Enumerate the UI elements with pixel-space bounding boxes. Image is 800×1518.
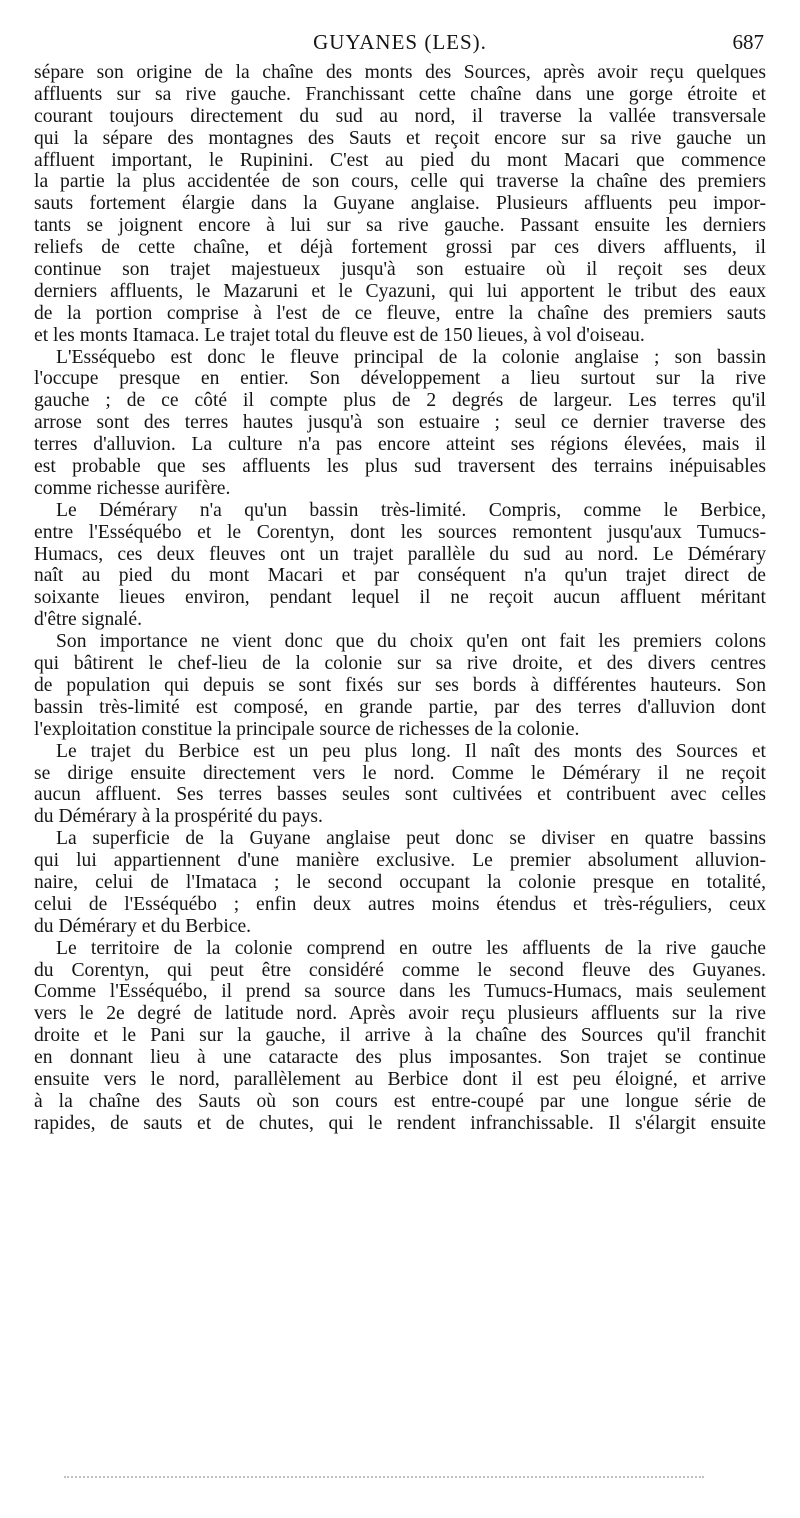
text-line: de population qui depuis se sont fixés sur ses bords à différentes hauteurs. Son [34, 674, 766, 696]
text-line: Le Démérary n'a qu'un bassin très-limité. Compris, comme le Berbice, [56, 499, 766, 521]
text-line: qui la sépare des montagnes des Sauts et reçoit encore sur sa rive gauche un [34, 127, 766, 149]
text-line: celui de l'Esséquébo ; enfin deux autres moins étendus et très-réguliers, ceux [34, 893, 766, 915]
text-line: naire, celui de l'Imataca ; le second occupant la colonie presque en totalité, [34, 871, 766, 893]
text-line: Son importance ne vient donc que du choix qu'en ont fait les premiers colons [56, 631, 766, 653]
text-line: courant toujours directement du sud au nord, il traverse la vallée transversale [34, 105, 766, 127]
text-line: est probable que ses affluents les plus sud traversent des terrains inépuisables [34, 456, 766, 478]
text-line: soixante lieues environ, pendant lequel il ne reçoit aucun affluent méritant [34, 587, 766, 609]
text-line: l'exploitation constitue la principale source de richesses de la colonie. [34, 718, 580, 740]
text-line: qui lui appartiennent d'une manière exclusive. Le premier absolument alluvion- [34, 850, 766, 872]
text-line: gauche ; de ce côté il compte plus de 2 degrés de largeur. Les terres qu'il [34, 390, 766, 412]
text-line: du Démérary à la prospérité du pays. [34, 806, 323, 828]
text-line: droite et le Pani sur la gauche, il arrive à la chaîne des Sources qu'il franchit [34, 1025, 766, 1047]
text-line: sauts fortement élargie dans la Guyane anglaise. Plusieurs affluents peu impor- [34, 193, 766, 215]
text-line: affluent important, le Rupinini. C'est au pied du mont Macari que commence [34, 149, 766, 171]
text-line: Le trajet du Berbice est un peu plus long. Il naît des monts des Sources et [56, 740, 766, 762]
text-line: bassin très-limité est composé, en grande partie, par des terres d'alluvion dont [34, 696, 766, 718]
text-line: d'être signalé. [34, 609, 142, 631]
text-line: affluents sur sa rive gauche. Franchissant cette chaîne dans une gorge étroite et [34, 83, 766, 105]
page-number: 687 [732, 30, 764, 54]
text-line: Humacs, ces deux fleuves ont un trajet parallèle du sud au nord. Le Démérary [34, 543, 766, 565]
text-line: ensuite vers le nord, parallèlement au Berbice dont il est peu éloigné, et arrive [34, 1068, 766, 1090]
page-header [34, 30, 766, 56]
text-line: en donnant lieu à une cataracte des plus imposantes. Son trajet se continue [34, 1047, 766, 1069]
text-line: reliefs de cette chaîne, et déjà fortement grossi par ces divers affluents, il [34, 237, 766, 259]
text-line: sépare son origine de la chaîne des monts des Sources, après avoir reçu quelques [34, 62, 766, 83]
text-line: naît au pied du mont Macari et par conséquent n'a qu'un trajet direct de [34, 565, 766, 587]
scan-artifact-marks [64, 1476, 704, 1484]
text-line: l'occupe presque en entier. Son développement a lieu surtout sur la rive [34, 368, 766, 390]
text-line: Le territoire de la colonie comprend en outre les affluents de la rive gauche [56, 937, 766, 959]
text-line: L'Esséquebo est donc le fleuve principal de la colonie anglaise ; son bassin [56, 346, 766, 368]
running-title: GUYANES (LES). [313, 30, 487, 54]
text-line: la partie la plus accidentée de son cours, celle qui traverse la chaîne des premiers [34, 171, 766, 193]
text-line: du Corentyn, qui peut être considéré comme le second fleuve des Guyanes. [34, 959, 766, 981]
text-line: arrose sont des terres hautes jusqu'à son estuaire ; seul ce dernier traverse des [34, 412, 766, 434]
text-line: et les monts Itamaca. Le trajet total du fleuve est de 150 lieues, à vol d'oiseau. [34, 324, 645, 346]
document-page [34, 0, 766, 1518]
text-line: terres d'alluvion. La culture n'a pas encore atteint ses régions élevées, mais il [34, 434, 766, 456]
text-line: qui bâtirent le chef-lieu de la colonie sur sa rive droite, et des divers centres [34, 653, 766, 675]
text-line: La superficie de la Guyane anglaise peut donc se diviser en quatre bassins [56, 828, 766, 850]
text-line: à la chaîne des Sauts où son cours est entre-coupé par une longue série de [34, 1090, 766, 1112]
text-line: continue son trajet majestueux jusqu'à son estuaire où il reçoit ses deux [34, 259, 766, 281]
text-line: tants se joignent encore à lui sur sa rive gauche. Passant ensuite les derniers [34, 215, 766, 237]
text-line: rapides, de sauts et de chutes, qui le rendent infranchissable. Il s'élargit ensuite [34, 1112, 766, 1134]
text-line: vers le 2e degré de latitude nord. Après avoir reçu plusieurs affluents sur la rive [34, 1003, 766, 1025]
body-text [34, 62, 766, 1135]
text-line: du Démérary et du Berbice. [34, 915, 252, 937]
text-line: de la portion comprise à l'est de ce fleuve, entre la chaîne des premiers sauts [34, 302, 766, 324]
text-line: se dirige ensuite directement vers le nord. Comme le Démérary il ne reçoit [34, 762, 766, 784]
text-line: aucun affluent. Ses terres basses seules sont cultivées et contribuent avec celles [34, 784, 766, 806]
text-line: comme richesse aurifère. [34, 477, 231, 499]
text-line: derniers affluents, le Mazaruni et le Cyazuni, qui lui apportent le tribut des eaux [34, 280, 766, 302]
text-line: Comme l'Esséquébo, il prend sa source dans les Tumucs-Humacs, mais seulement [34, 981, 766, 1003]
text-line: entre l'Esséquébo et le Corentyn, dont les sources remontent jusqu'aux Tumucs- [34, 521, 766, 543]
